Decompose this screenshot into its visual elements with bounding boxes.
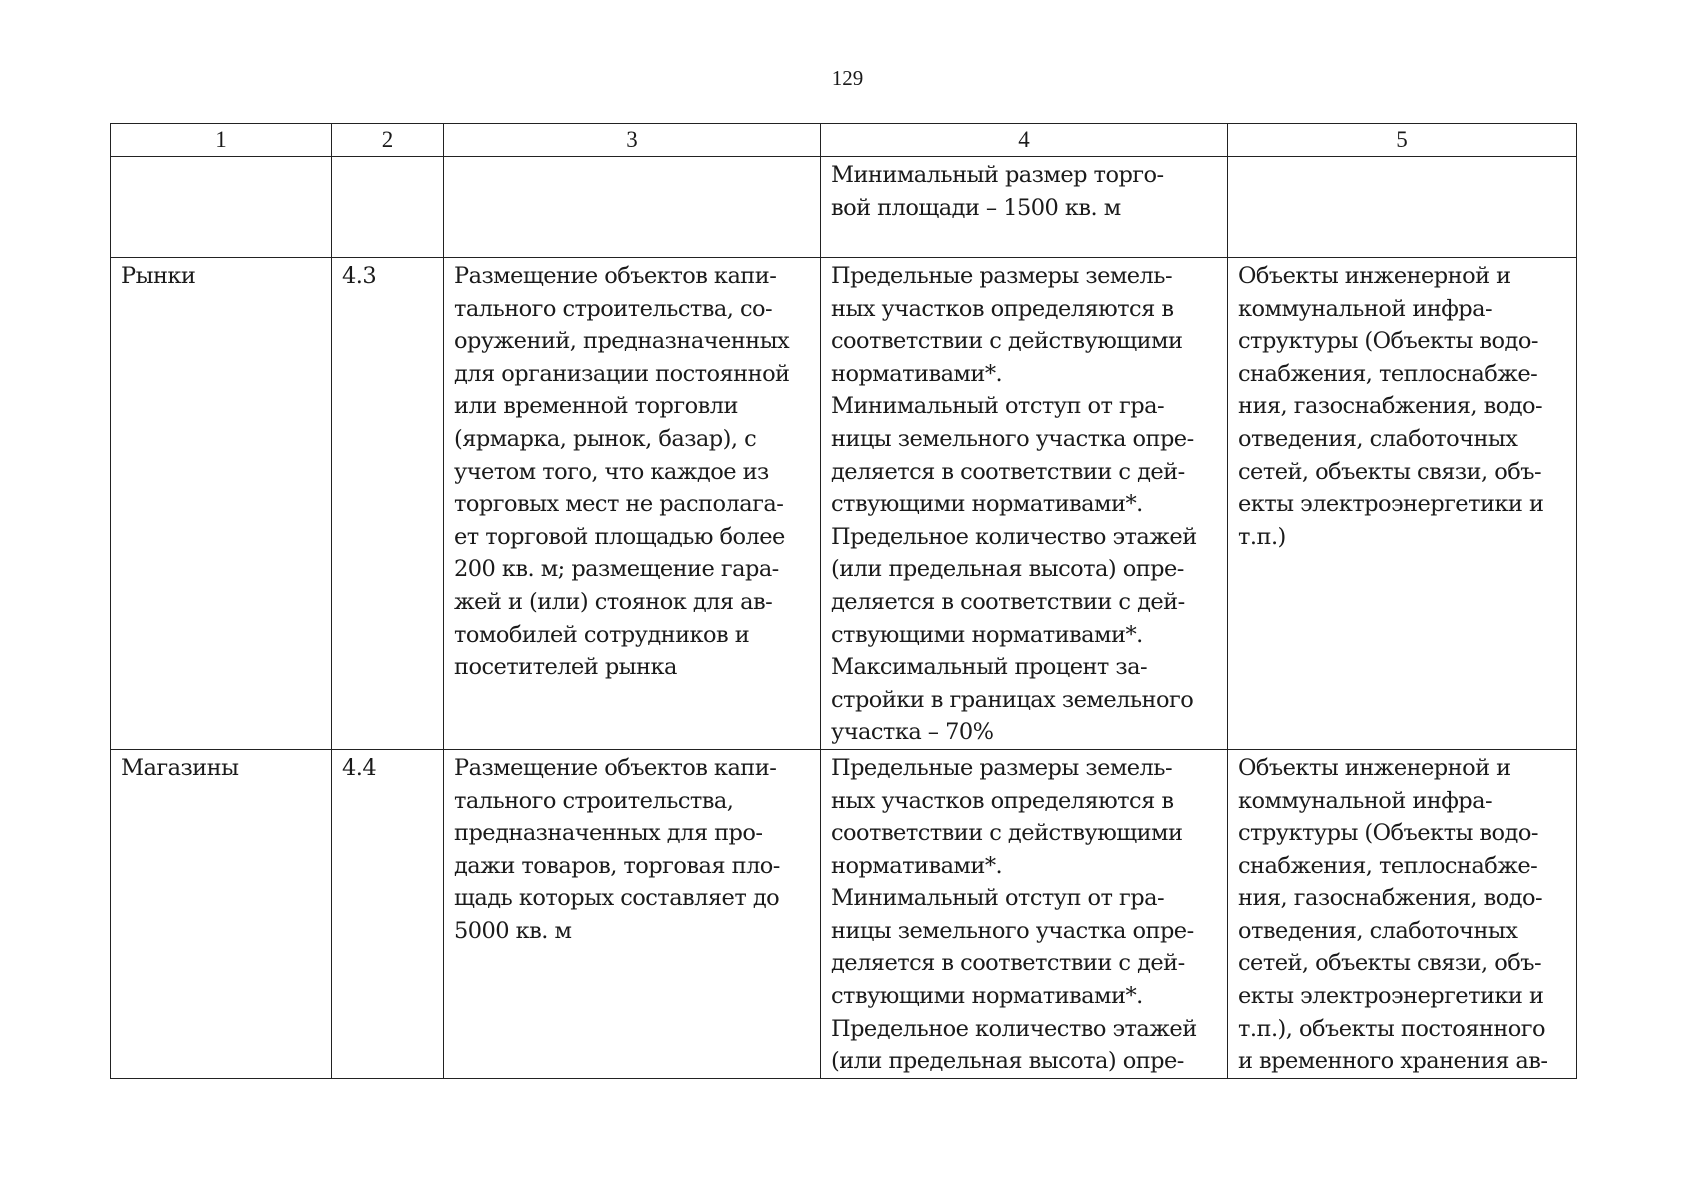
cell-use-code: 4.4 (332, 749, 444, 1078)
cell-use-description: Размещение объектов капи- тального строительства, предназначенных для про- дажи товаров, торговая пло- щадь которых составляет до 5000 кв. м (444, 749, 821, 1078)
cell-auxiliary-uses: Объекты инженерной и коммунальной инфра- структуры (Объекты водо- снабжения, теплоснабже- ния, газоснабжения, водо- отведения, слаботочных сетей, объекты связи, объ- екты электроэнергетики и т.п.) (1228, 258, 1577, 750)
page-number: 129 (831, 66, 864, 90)
table-row-markets (111, 258, 1577, 750)
cell-auxiliary-uses: Объекты инженерной и коммунальной инфра- структуры (Объекты водо- снабжения, теплоснабже- ния, газоснабжения, водо- отведения, слаботочных сетей, объекты связи, объ- екты электроэнергетики и т.п.), объекты постоянного и временного хранения ав- (1228, 749, 1577, 1078)
table-row-shops (111, 749, 1577, 1078)
cell-use-code: 4.3 (332, 258, 444, 750)
cell-use-name: Магазины (111, 749, 332, 1078)
cell-use-name: Рынки (111, 258, 332, 750)
cell-auxiliary-uses (1228, 157, 1577, 258)
column-header-1: 1 (111, 124, 332, 157)
column-header-2: 2 (332, 124, 444, 157)
cell-use-name (111, 157, 332, 258)
cell-use-description (444, 157, 821, 258)
cell-use-description: Размещение объектов капи- тального строительства, со- оружений, предназначенных для организации постоянной или временной торговли (ярмарка, рынок, базар), с учетом того, что каждое из торговых мест не располага- ет торговой площадью более 200 кв. м; размещение гара- жей и (или) стоянок для ав- томобилей сотрудников и посетителей рынка (444, 258, 821, 750)
cell-parameters: Минимальный размер торго- вой площади – 1500 кв. м (821, 157, 1228, 258)
column-header-3: 3 (444, 124, 821, 157)
cell-parameters: Предельные размеры земель- ных участков определяются в соответствии с действующими нормативами*. Минимальный отступ от гра- ницы земельного участка опре- деляется в соответствии с дей- ствующими нормативами*. Предельное количество этажей (или предельная высота) опре- деляется в соответствии с дей- ствующими нормативами*. Максимальный процент за- стройки в границах земельного участка – 70% (821, 258, 1228, 750)
land-use-table (110, 123, 1577, 1079)
cell-use-code (332, 157, 444, 258)
column-header-4: 4 (821, 124, 1228, 157)
table-row-continuation (111, 157, 1577, 258)
cell-parameters: Предельные размеры земель- ных участков определяются в соответствии с действующими нормативами*. Минимальный отступ от гра- ницы земельного участка опре- деляется в соответствии с дей- ствующими нормативами*. Предельное количество этажей (или предельная высота) опре- (821, 749, 1228, 1078)
column-header-5: 5 (1228, 124, 1577, 157)
column-number-header-row (111, 124, 1577, 157)
